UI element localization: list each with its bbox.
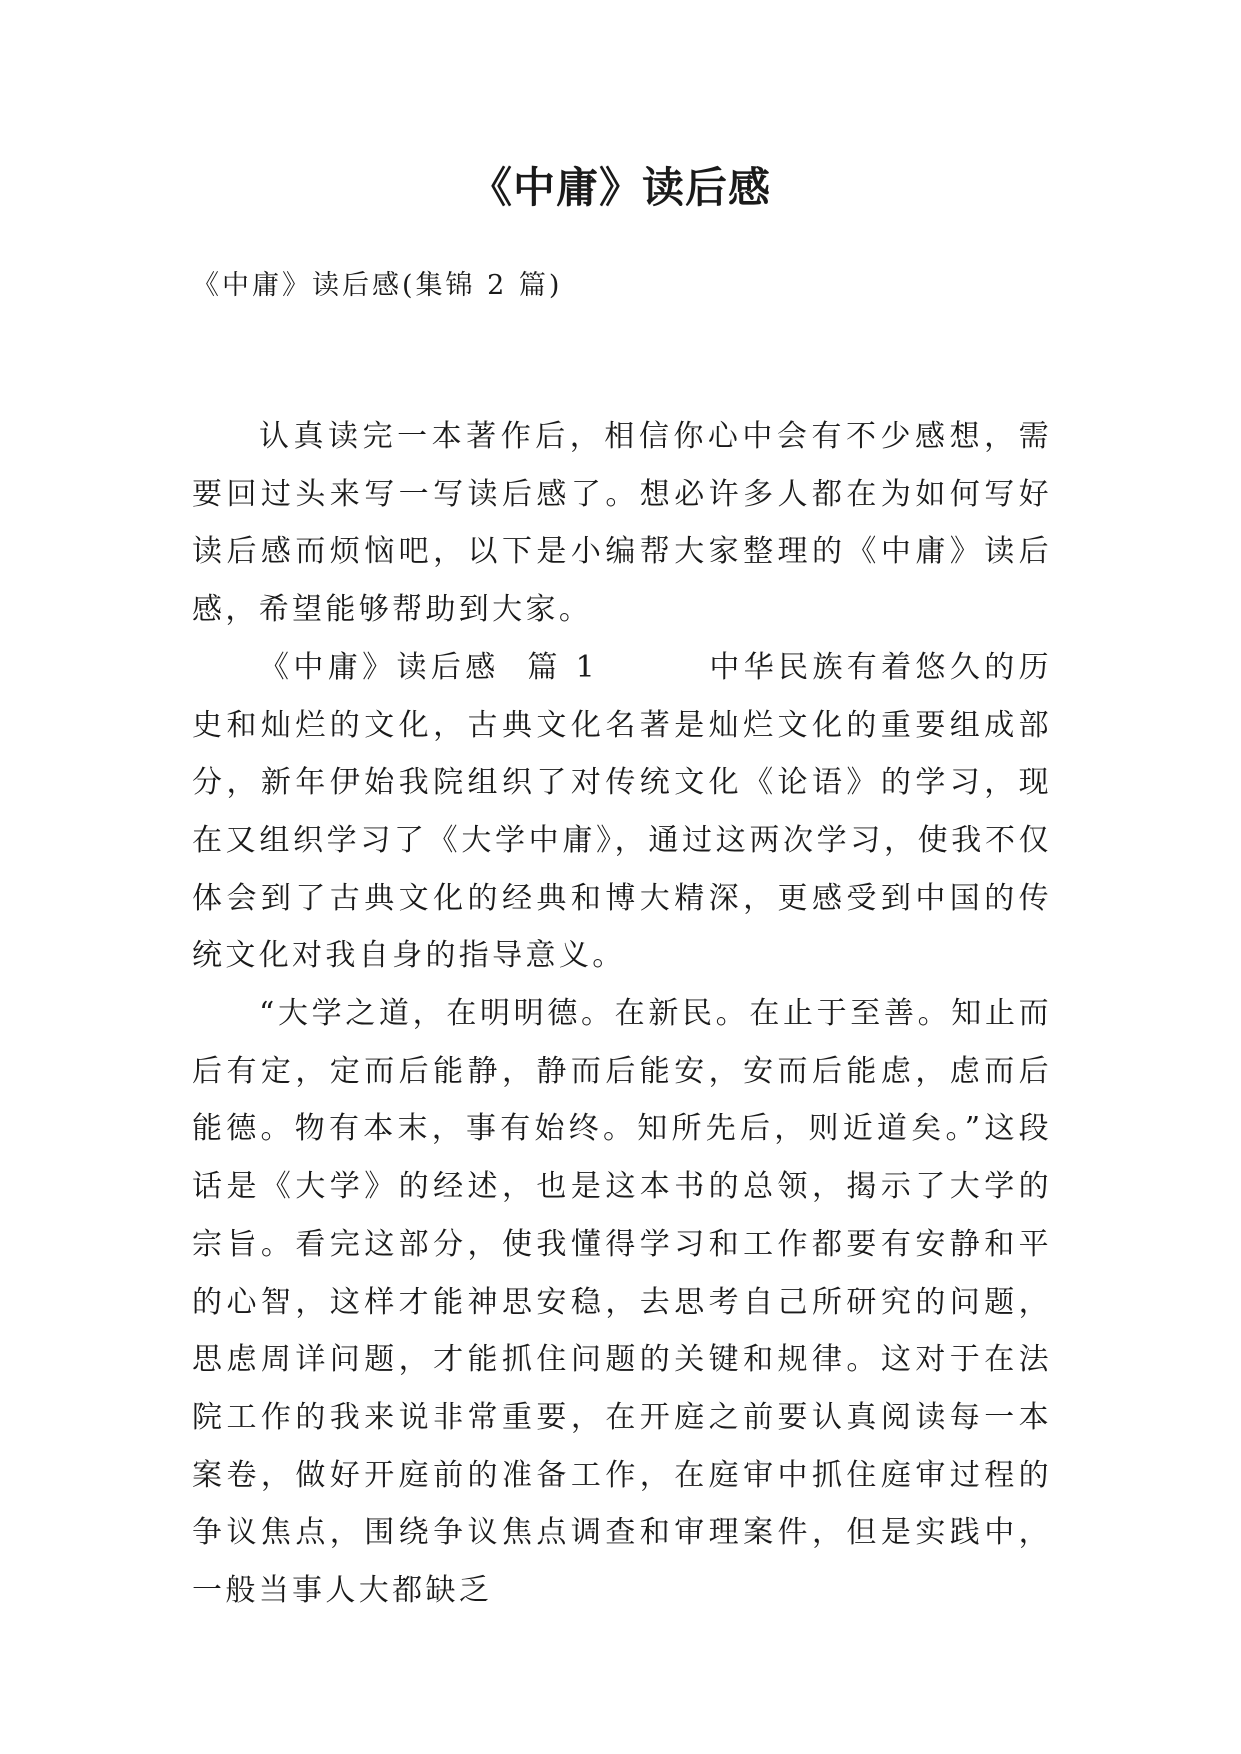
document-subtitle: 《中庸》读后感(集锦 2 篇): [192, 270, 563, 301]
document-title: 《中庸》读后感: [469, 163, 771, 212]
document-body: [192, 408, 1052, 1620]
paragraph-quote: “大学之道，在明明德。在新民。在止于至善。知止而后有定，定而后能静，静而后能安，安而后能虑，虑而后能德。物有本末，事有始终。知所先后，则近道矣。”这段话是《大学》的经述，也是这本书的总领，揭示了大学的宗旨。看完这部分，使我懂得学习和工作都要有安静和平的心智，这样才能神思安稳，去思考自己所研究的问题，思虑周详问题，才能抓住问题的关键和规律。这对于在法院工作的我来说非常重要，在开庭之前要认真阅读每一本案卷，做好开庭前的准备工作，在庭审中抓住庭审过程的争议焦点，围绕争议焦点调查和审理案件，但是实践中，一般当事人大都缺乏: [192, 996, 1052, 1609]
paragraph-part-1: 《中庸》读后感 篇 1 中华民族有着悠久的历史和灿烂的文化，古典文化名著是灿烂文化的重要组成部分，新年伊始我院组织了对传统文化《论语》的学习，现在又组织学习了《大学中庸》，通过这两次学习，使我不仅体会到了古典文化的经典和博大精深，更感受到中国的传统文化对我自身的指导意义。: [192, 649, 1052, 974]
paragraph-intro: 认真读完一本著作后，相信你心中会有不少感想，需要回过头来写一写读后感了。想必许多人都在为如何写好读后感而烦恼吧，以下是小编帮大家整理的《中庸》读后感，希望能够帮助到大家。: [192, 419, 1052, 628]
